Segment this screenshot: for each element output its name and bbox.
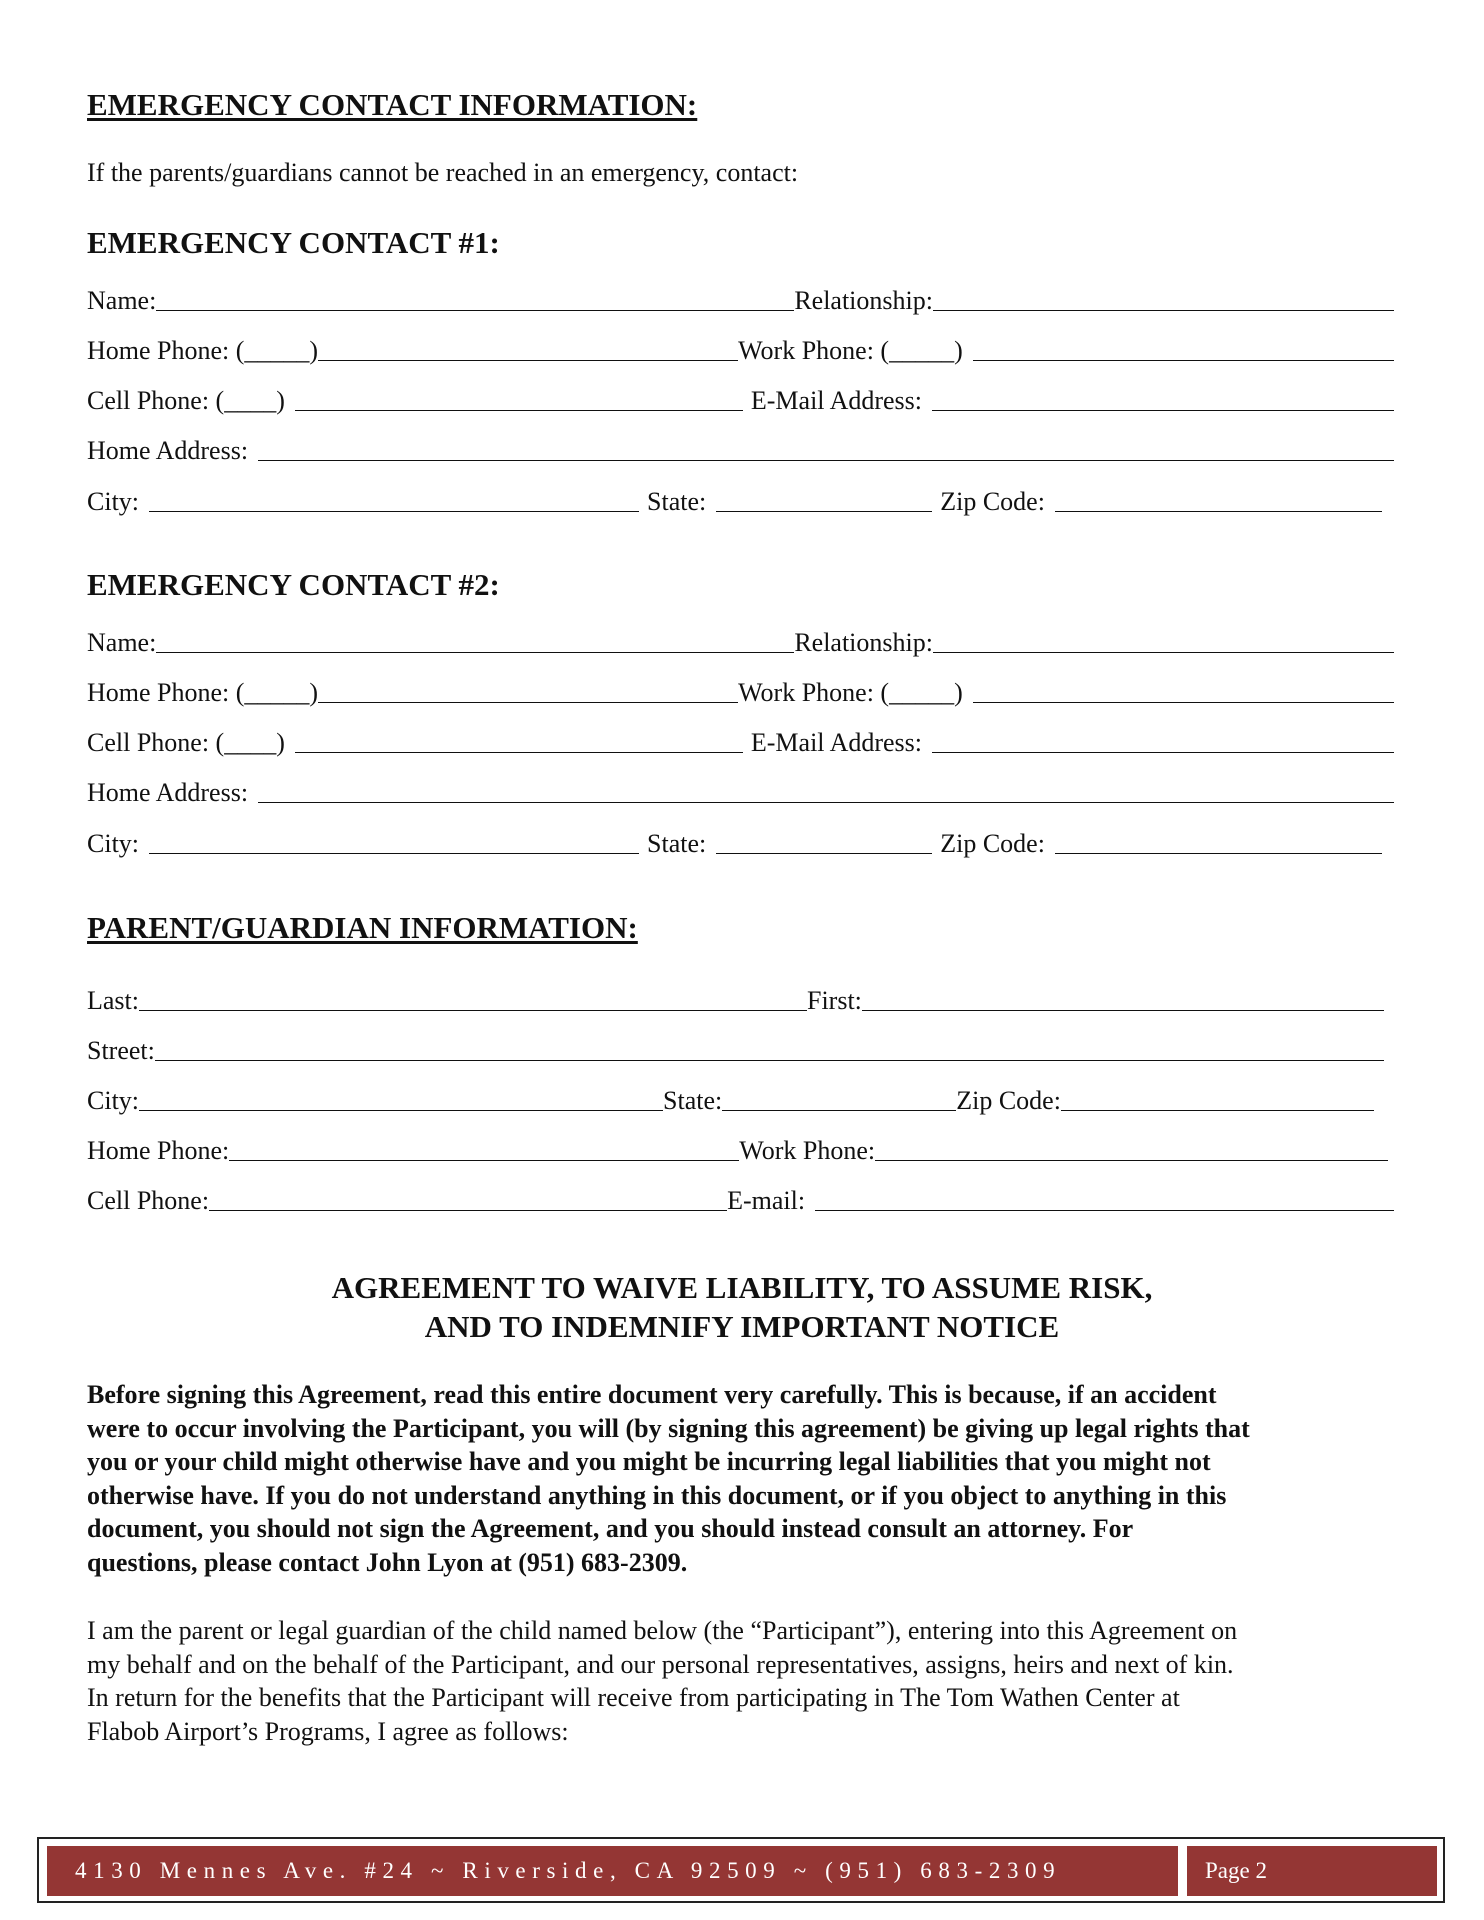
notice-line: questions, please contact John Lyon at (951) 683-2309. — [87, 1547, 688, 1577]
guardian-row-cell-email — [87, 1180, 1394, 1216]
guardian-city-field[interactable] — [139, 1110, 663, 1111]
contact-2-row-city — [87, 823, 1382, 859]
guardian-row-name — [87, 980, 1384, 1016]
guardian-street-field[interactable] — [155, 1060, 1384, 1061]
guardian-zip-field[interactable] — [1061, 1110, 1374, 1111]
contact-1-name-label: Name: — [87, 286, 157, 315]
contact-2-state-field[interactable] — [716, 853, 932, 854]
contact-1-cell-phone-label: Cell Phone: (____) — [87, 386, 285, 415]
guardian-work-phone-field[interactable] — [875, 1160, 1388, 1161]
guardian-first-field[interactable] — [862, 1010, 1384, 1011]
body-line: my behalf and on the behalf of the Participant, and our personal representatives, assigns, heirs and next of kin. — [87, 1649, 1234, 1679]
contact-2-state-label: State: — [647, 829, 707, 858]
contact-1-row-phones — [87, 330, 1394, 366]
contact-1-zip-label: Zip Code: — [940, 487, 1045, 516]
contact-2-home-phone-field[interactable] — [318, 702, 738, 703]
guardian-cell-phone-field[interactable] — [209, 1210, 727, 1211]
contact-1-name-field[interactable] — [156, 310, 794, 311]
contact-2-email-label: E-Mail Address: — [750, 728, 923, 757]
contact-1-work-phone-field[interactable] — [973, 360, 1394, 361]
guardian-cell-phone-label: Cell Phone: — [87, 1186, 210, 1215]
contact-1-home-address-label: Home Address: — [87, 436, 249, 465]
notice-line: were to occur involving the Participant, you will (by signing this agreement) be giving up legal rights that — [87, 1413, 1250, 1443]
contact-1-city-field[interactable] — [149, 511, 639, 512]
page-footer — [37, 1837, 1445, 1903]
contact-2-relationship-label: Relationship: — [794, 628, 933, 657]
contact-2-home-phone-label: Home Phone: (_____) — [87, 678, 319, 707]
contact-1-work-phone-label: Work Phone: (_____) — [738, 336, 963, 365]
agreement-title-line-1: AGREEMENT TO WAIVE LIABILITY, TO ASSUME RISK, — [331, 1270, 1153, 1305]
guardian-first-label: First: — [807, 986, 862, 1015]
contact-1-email-label: E-Mail Address: — [750, 386, 923, 415]
agreement-body — [87, 1614, 1407, 1748]
contact-2-heading: EMERGENCY CONTACT #2: — [87, 567, 500, 602]
guardian-work-phone-label: Work Phone: — [739, 1136, 876, 1165]
contact-2-cell-phone-field[interactable] — [295, 752, 743, 753]
contact-2-name-label: Name: — [87, 628, 157, 657]
contact-2-home-address-label: Home Address: — [87, 778, 249, 807]
footer-page-number: Page 2 — [1187, 1846, 1437, 1896]
contact-2-row-cell-email — [87, 722, 1394, 758]
footer-address: 4130 Mennes Ave. #24 ~ Riverside, CA 92509 ~ (951) 683-2309 — [47, 1846, 1178, 1896]
contact-2-zip-field[interactable] — [1055, 853, 1382, 854]
body-line: In return for the benefits that the Participant will receive from participating in The Tom Wathen Center at — [87, 1683, 1180, 1712]
contact-1-cell-phone-field[interactable] — [295, 410, 743, 411]
body-line: Flabob Airport’s Programs, I agree as follows: — [87, 1716, 569, 1746]
contact-2-cell-phone-label: Cell Phone: (____) — [87, 728, 285, 757]
contact-2-email-field[interactable] — [932, 752, 1394, 753]
section-heading-guardian: PARENT/GUARDIAN INFORMATION: — [87, 910, 638, 945]
contact-1-home-phone-field[interactable] — [318, 360, 738, 361]
contact-2-row-name — [87, 622, 1394, 658]
contact-1-state-label: State: — [647, 487, 707, 516]
contact-2-row-address — [87, 772, 1394, 808]
contact-1-state-field[interactable] — [716, 511, 932, 512]
contact-1-zip-field[interactable] — [1055, 511, 1382, 512]
contact-2-row-phones — [87, 672, 1394, 708]
section-heading-emergency: EMERGENCY CONTACT INFORMATION: — [87, 87, 698, 122]
guardian-last-field[interactable] — [139, 1010, 807, 1011]
agreement-notice — [87, 1378, 1407, 1579]
contact-2-city-field[interactable] — [149, 853, 639, 854]
contact-2-work-phone-field[interactable] — [973, 702, 1394, 703]
contact-1-relationship-label: Relationship: — [794, 286, 933, 315]
body-line: I am the parent or legal guardian of the child named below (the “Participant”), entering into this Agreement on — [87, 1616, 1238, 1645]
contact-1-row-cell-email — [87, 380, 1394, 416]
contact-2-home-address-field[interactable] — [258, 802, 1394, 803]
contact-1-row-city — [87, 481, 1382, 517]
contact-1-heading: EMERGENCY CONTACT #1: — [87, 225, 500, 260]
guardian-email-label: E-mail: — [727, 1186, 806, 1215]
notice-line: you or your child might otherwise have and you might be incurring legal liabilities that you might not — [87, 1447, 1211, 1476]
contact-2-name-field[interactable] — [156, 652, 794, 653]
notice-line: Before signing this Agreement, read this entire document very carefully. This is because, if an accident — [87, 1380, 1217, 1409]
guardian-city-label: City: — [87, 1086, 140, 1115]
guardian-zip-label: Zip Code: — [956, 1086, 1061, 1115]
emergency-intro-text: If the parents/guardians cannot be reached in an emergency, contact: — [87, 158, 799, 187]
contact-1-city-label: City: — [87, 487, 140, 516]
contact-2-relationship-field[interactable] — [933, 652, 1394, 653]
guardian-state-label: State: — [663, 1086, 723, 1115]
guardian-email-field[interactable] — [815, 1210, 1394, 1211]
guardian-state-field[interactable] — [722, 1110, 956, 1111]
contact-1-relationship-field[interactable] — [933, 310, 1394, 311]
guardian-home-phone-field[interactable] — [229, 1160, 739, 1161]
notice-line: otherwise have. If you do not understand anything in this document, or if you object to anything in this — [87, 1480, 1227, 1510]
guardian-row-street — [87, 1030, 1384, 1066]
agreement-title-line-2: AND TO INDEMNIFY IMPORTANT NOTICE — [424, 1309, 1060, 1344]
contact-1-home-address-field[interactable] — [258, 460, 1394, 461]
contact-2-city-label: City: — [87, 829, 140, 858]
guardian-row-phones — [87, 1130, 1388, 1166]
contact-2-work-phone-label: Work Phone: (_____) — [738, 678, 963, 707]
contact-1-home-phone-label: Home Phone: (_____) — [87, 336, 319, 365]
guardian-row-city — [87, 1080, 1374, 1116]
guardian-home-phone-label: Home Phone: — [87, 1136, 230, 1165]
guardian-last-label: Last: — [87, 986, 139, 1015]
notice-line: document, you should not sign the Agreement, and you should instead consult an attorney. For — [87, 1514, 1134, 1543]
contact-1-email-field[interactable] — [932, 410, 1394, 411]
contact-1-row-name — [87, 280, 1394, 316]
contact-2-zip-label: Zip Code: — [940, 829, 1045, 858]
contact-1-row-address — [87, 430, 1394, 466]
guardian-street-label: Street: — [87, 1036, 155, 1065]
